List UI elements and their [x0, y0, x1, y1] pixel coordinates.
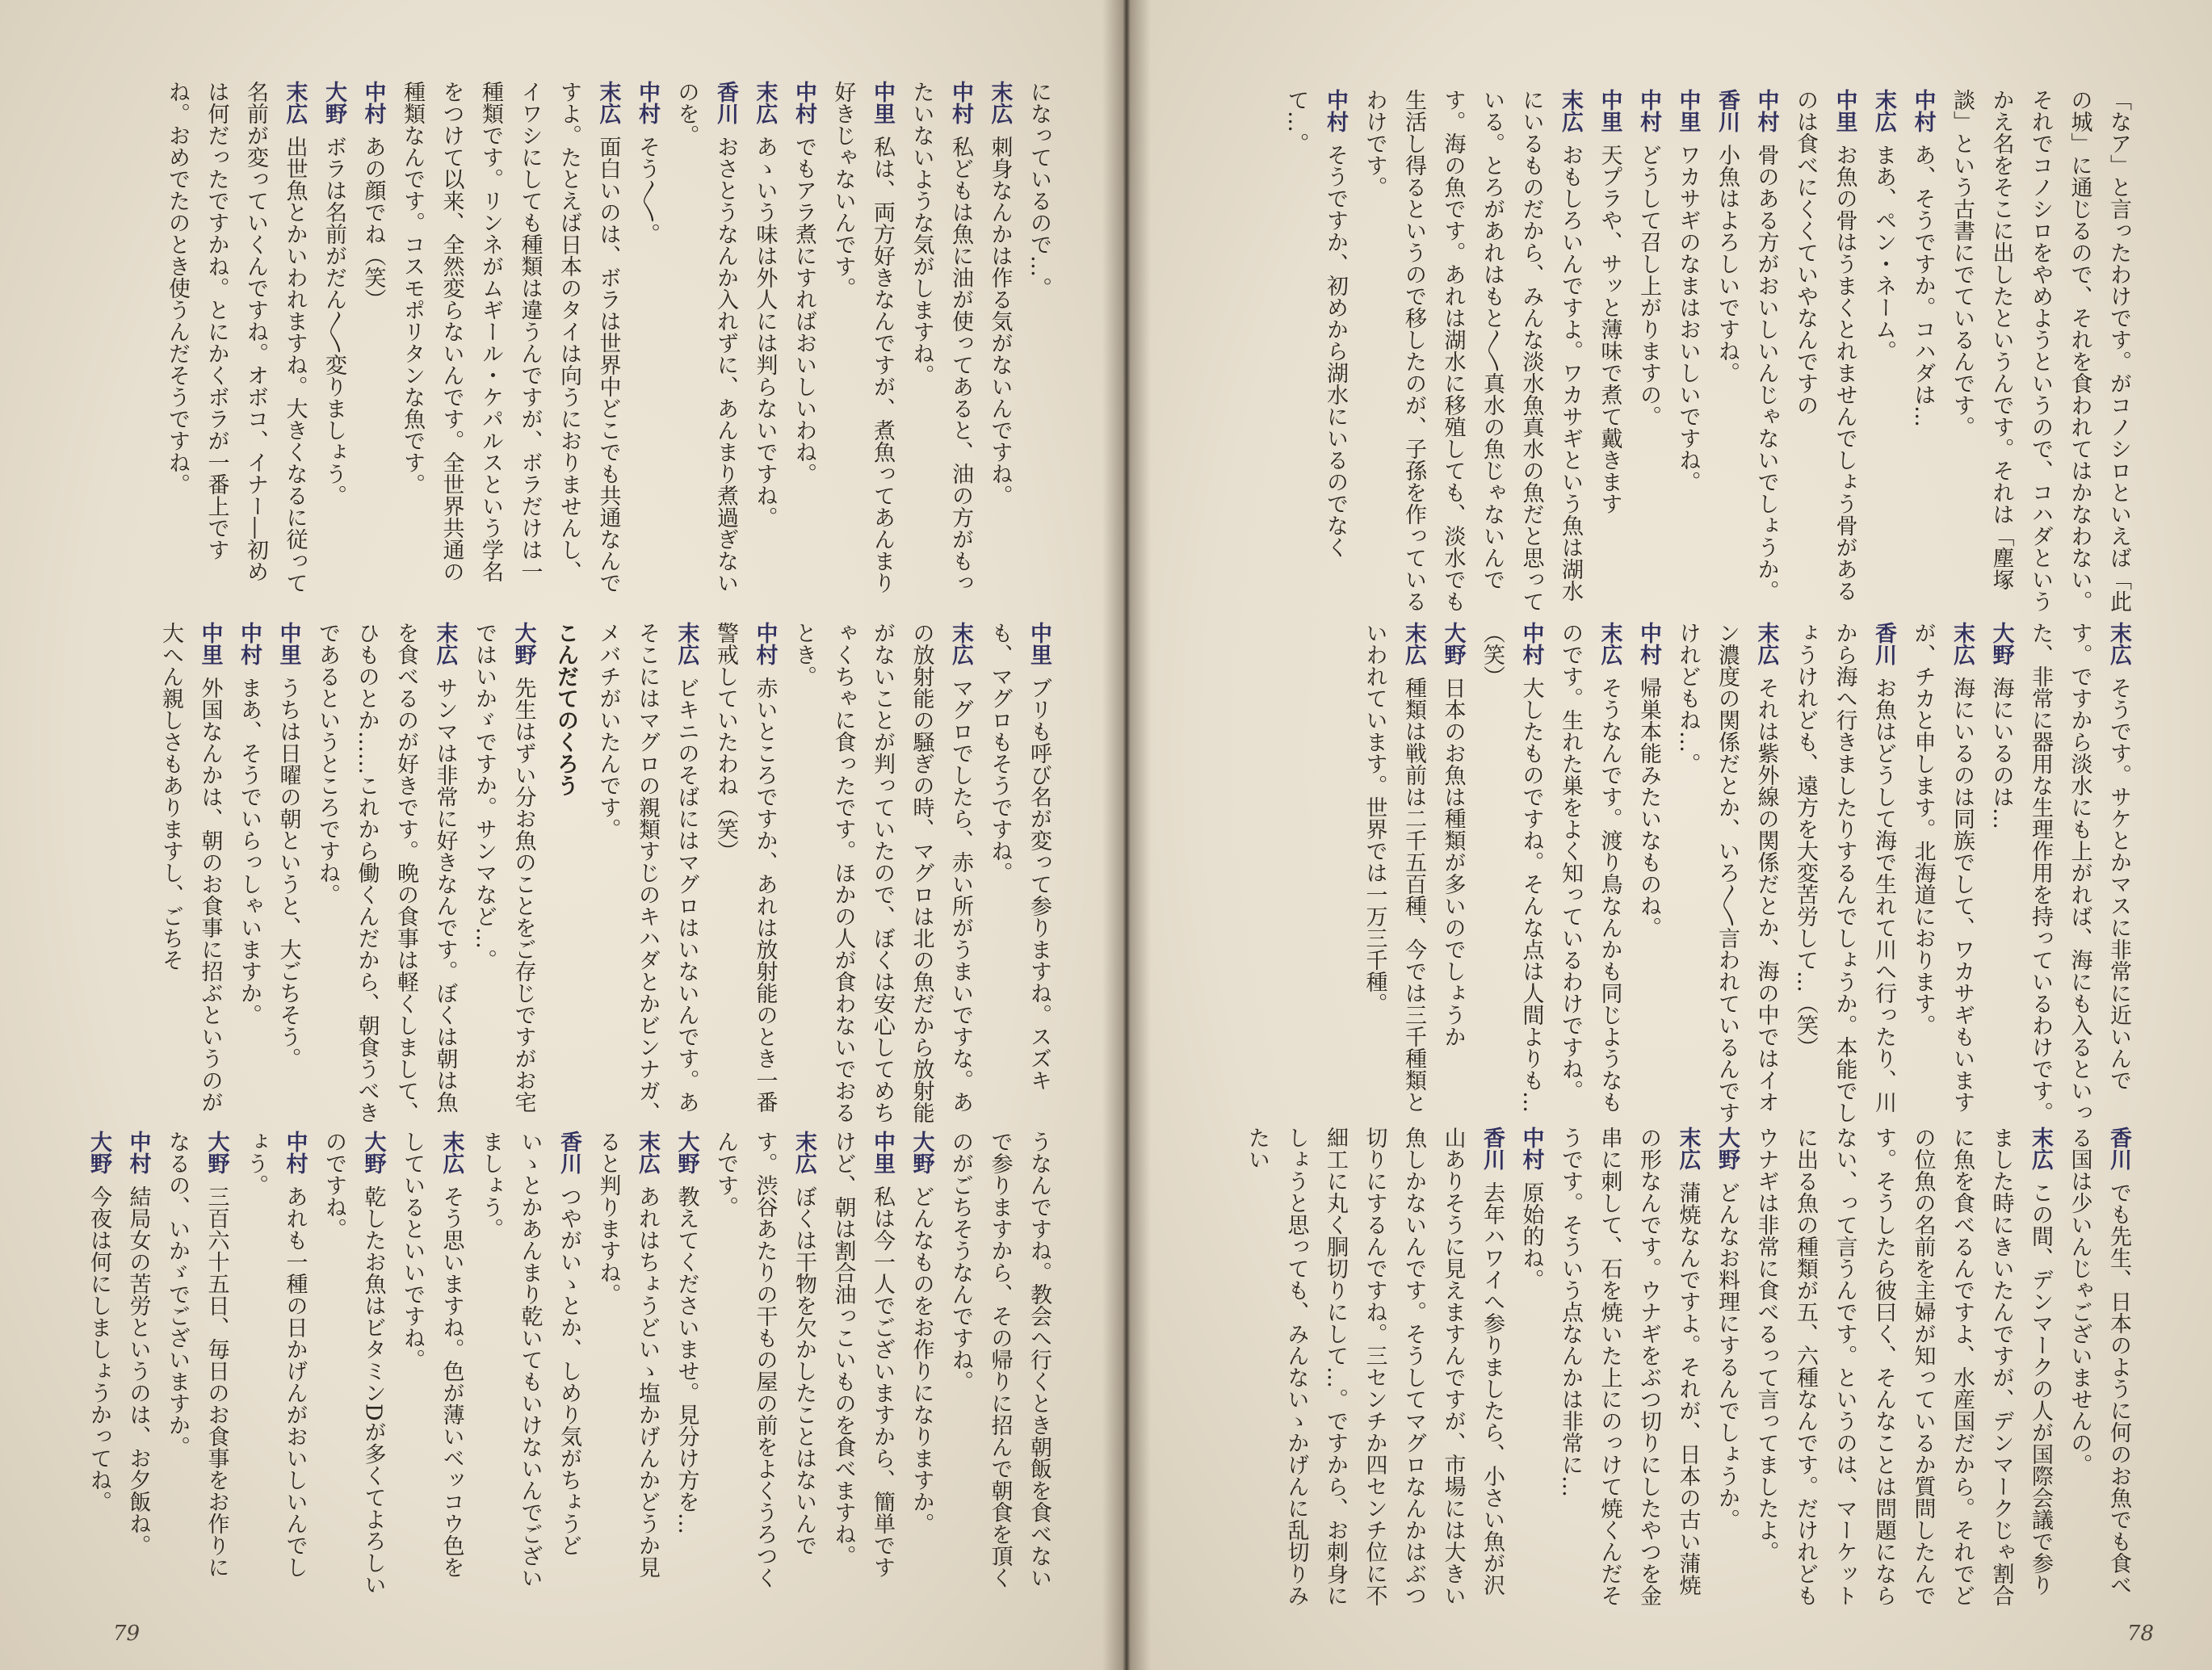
- right-tier-1: [1276, 89, 2138, 614]
- dialogue-line: [1746, 89, 1786, 614]
- speaker-name: 香川: [556, 1131, 581, 1174]
- dialogue-text: それは紫外線の関係だとか、海の中ではイオン濃度の関係だとか、いろ〳〵言われているんですけれどもね…。: [1675, 622, 1779, 1123]
- right-page: [1123, 0, 2212, 1670]
- speaker-name: 大野: [1988, 622, 2014, 665]
- dialogue-line: [471, 1131, 589, 1599]
- left-tier-2: [151, 622, 1059, 1131]
- dialogue-line: [1433, 622, 1472, 1131]
- dialogue-line: [666, 1131, 706, 1599]
- dialogue-line: [1354, 89, 1589, 614]
- speaker-name: 中里: [870, 81, 895, 124]
- speaker-name: 中村: [635, 81, 660, 124]
- dialogue-line: [1551, 622, 1629, 1131]
- speaker-name: 香川: [1715, 89, 1740, 132]
- dialogue-text: ビキニのそばにはマグロはいないんです。あそこにはマグロの親類すじのキハダとかビンナガ、メバチがいたんです。: [595, 622, 699, 1123]
- speaker-name: 中村: [282, 1131, 308, 1174]
- dialogue-text: あれはちょうどいゝ塩かげんかどうか見ると判りますね。: [595, 1131, 660, 1578]
- dialogue-text: そう思いますね。色が薄いベッコウ色をしているといいですね。: [400, 1131, 464, 1578]
- dialogue-text: おさとうなんか入れずに、あんまり煮過ぎないのを。: [674, 81, 738, 594]
- dialogue-text: 海にいるのは…: [1988, 677, 2014, 829]
- speaker-name: 中村: [1636, 89, 1661, 132]
- section-heading: [543, 622, 589, 1131]
- dialogue-text: 刺身なんかは作る気がないんですね。: [987, 136, 1013, 506]
- dialogue-text: お魚の骨はうまくとれませんでしょう骨があるのは食べにくくていやなんですの: [1793, 89, 1857, 602]
- dialogue-line: [2021, 622, 2139, 1131]
- dialogue-text: 種類は戦前は二千五百種、今では三千種類といわれています。世界では一万三千種。: [1362, 622, 1426, 1113]
- dialogue-text: 私どもは魚に油が使ってあると、油の方がもったいないような気がしますね。: [909, 81, 973, 594]
- dialogue-line: [1629, 622, 1668, 1131]
- speaker-name: 末広: [1558, 89, 1583, 132]
- speaker-name: 中里: [275, 622, 301, 665]
- page-number-right: 78: [2126, 1622, 2154, 1646]
- speaker-name: 大野: [321, 81, 346, 124]
- speaker-name: 中里: [1832, 89, 1857, 132]
- dialogue-text: 私は、両方好きなんですが、煮魚ってあんまり好きじゃないんです。: [830, 81, 895, 594]
- dialogue-line: [268, 622, 308, 1131]
- speaker-name: 中里: [1026, 622, 1051, 665]
- speaker-name: 末広: [1950, 622, 1975, 665]
- speaker-name: 大野: [204, 1131, 229, 1174]
- dialogue-line: [392, 1131, 471, 1599]
- dialogue-text: 三百六十五日、毎日のお食事をお作りになるの、いかゞでございますか。: [165, 1131, 229, 1578]
- dialogue-text: 小魚はよろしいですね。: [1715, 144, 1740, 384]
- dialogue-line: [588, 622, 706, 1131]
- dialogue-line: [1786, 622, 1903, 1131]
- dialogue-text: 骨のある方がおいしいんじゃないでしょうか。: [1753, 144, 1779, 602]
- dialogue-line: [464, 622, 543, 1131]
- speaker-name: 中村: [125, 1131, 151, 1174]
- dialogue-line: [1903, 89, 1942, 614]
- speaker-name: 香川: [713, 81, 738, 124]
- speaker-name: 末広: [1753, 622, 1779, 665]
- dialogue-text: 蒲焼なんですよ。それが、日本の古い蒲焼の形なんです。ウナギをぶつ切りにしたやつを金串に刺して、石を焼いた上にのっけて焼くんだそうです。そういう点なんかは非常に…: [1558, 1127, 1701, 1606]
- dialogue-text: 乾したお魚はビタミンDが多くてよろしいのですね。: [321, 1131, 386, 1596]
- dialogue-line: [1903, 622, 1981, 1131]
- dialogue-line: [1589, 89, 1629, 614]
- dialogue-line: [236, 1131, 314, 1599]
- dialogue-text: ボラは名前がだん〳〵変りましょう。: [321, 136, 346, 506]
- dialogue-text: 面白いのは、ボラは世界中どこでも共通なんですよ。たとえば日本のタイは向うにおりませんし、イワシにしても種類は違うんですが、ボラだけは一種類です。リンネがムギール・ケパルスという学名をつけて以来、全然変らないんです。全世界共通の種類なんです。コスモポリタンな魚です。: [400, 81, 621, 594]
- dialogue-text: 先生はずい分お魚のことをご存じですがお宅ではいかゞですか。サンマなど…。: [472, 622, 536, 1113]
- dialogue-line: [901, 1131, 941, 1599]
- dialogue-text: マグロでしたら、赤い所がうまいですな。あの放射能の騒ぎの時、マグロは北の魚だから放射能がないことが判っていたので、ぼくは安心してめちゃくちゃに食ったです。ほかの人が食わないでおるとき。: [791, 622, 973, 1123]
- speaker-name: 末広: [432, 622, 458, 665]
- section-heading-text: こんだてのくろう: [553, 622, 578, 796]
- dialogue-text: そうですか、初めから湖水にいるのでなくて…。: [1283, 89, 1348, 558]
- speaker-name: 大野: [674, 1131, 699, 1174]
- dialogue-line: [1786, 89, 1864, 614]
- speaker-name: 末広: [1675, 1127, 1701, 1170]
- dialogue-text: あ、そうですか。コハダは…: [1910, 144, 1936, 427]
- speaker-name: 末広: [282, 81, 308, 124]
- speaker-name: 中里: [870, 1131, 895, 1174]
- book-gutter: [1102, 0, 1151, 1670]
- left-tier-1: [157, 81, 1059, 598]
- dialogue-line: [1746, 1127, 2059, 1611]
- dialogue-line: [706, 622, 784, 1131]
- dialogue-text: 出世魚とかいわれますね。大きくなるに従って名前が変っていくんですね。オボコ、イナー―初めは何だったですかね。とにかくボラが一番上ですね。おめでたのとき使うんだそうですね。: [165, 81, 308, 594]
- speaker-name: 中村: [948, 81, 973, 124]
- speaker-name: 末広: [2106, 622, 2131, 665]
- speaker-name: 末広: [439, 1131, 464, 1174]
- dialogue-text: おもしろいんですよ。ワカサギという魚は湖水にいるものだから、みんな淡水魚真水の魚だと思っている。とろがあれはもと〳〵真水の魚じゃないんです。海の魚です。あれは湖水に移殖しても、淡水でも生活し得るというので移したのが、子孫を作っているわけです。: [1362, 89, 1583, 612]
- dialogue-line: [151, 622, 229, 1131]
- dialogue-text: でも先生、日本のように何のお魚でも食べる国は少いんじゃございませんの。: [2067, 1127, 2131, 1596]
- speaker-name: 大野: [510, 622, 536, 665]
- speaker-name: 中村: [1910, 89, 1936, 132]
- dialogue-line: [157, 1131, 236, 1599]
- dialogue-line: [2059, 1127, 2138, 1611]
- dialogue-line: [784, 81, 824, 598]
- dialogue-line: [1864, 89, 1903, 614]
- dialogue-text: どんなお料理にするんでしょうか。: [1715, 1181, 1740, 1530]
- speaker-name: 中里: [1597, 89, 1622, 132]
- speaker-name: 大野: [1715, 1127, 1740, 1170]
- dialogue-text: でもアラ煮にすればおいしいわね。: [791, 136, 816, 485]
- speaker-name: 末広: [595, 81, 621, 124]
- dialogue-line: [628, 81, 667, 598]
- dialogue-line: [745, 81, 784, 598]
- speaker-name: 中里: [1675, 89, 1701, 132]
- dialogue-line: [1668, 622, 1786, 1131]
- dialogue-text: 外国なんかは、朝のお食事に招ぶというのが大へん親しさもありますし、ごちそ: [158, 622, 223, 1113]
- dialogue-line: [1942, 89, 2139, 614]
- speaker-name: 中村: [1636, 622, 1661, 665]
- dialogue-line: [980, 622, 1058, 1131]
- dialogue-text: あゝいう味は外人には判らないですね。: [752, 136, 778, 528]
- speaker-name: 末広: [1401, 622, 1426, 665]
- dialogue-line: [1472, 622, 1551, 1131]
- speaker-name: 大野: [86, 1131, 111, 1174]
- dialogue-line: [1707, 89, 1747, 614]
- dialogue-line: [588, 1131, 666, 1599]
- dialogue-text: 帰巣本能みたいなものね。: [1636, 677, 1661, 938]
- right-tier-3: [1237, 1127, 2139, 1611]
- dialogue-text: 日本のお魚は種類が多いのでしょうか: [1440, 677, 1466, 1047]
- dialogue-line: [706, 1131, 824, 1599]
- speaker-name: 末広: [791, 1131, 816, 1174]
- speaker-name: 中村: [1518, 622, 1544, 665]
- dialogue-line: [1276, 89, 1354, 614]
- speaker-name: 中村: [237, 622, 262, 665]
- speaker-name: 末広: [1871, 89, 1896, 132]
- dialogue-text: 私は今一人でございますから、簡単ですけど、朝は割合油っこいものを食べますね。: [830, 1131, 895, 1578]
- speaker-name: 中里: [197, 622, 223, 665]
- dialogue-text: つやがいゝとか、しめり気がちょうどいゝとかあんまり乾いてもいけないんでございましょう。: [478, 1131, 581, 1588]
- dialogue-text: 去年ハワイへ参りましたら、小さい魚が沢山ありそうに見えますんですが、市場には大きい魚しかないんです。そうしてマグロなんかはぶつ切りにするんですね。三センチか四センチ位に不細工に丸く胴切りにして…。ですから、お刺身にしょうと思っても、みんないゝかげんに乱切りみたい: [1245, 1127, 1505, 1606]
- dialogue-line: [823, 1131, 901, 1599]
- speaker-name: 末広: [635, 1131, 660, 1174]
- speaker-name: 香川: [2106, 1127, 2131, 1170]
- dialogue-line: [353, 81, 392, 598]
- dialogue-line: [314, 81, 354, 598]
- dialogue-text: そうです。サケとかマスに非常に近いんです。ですから淡水にも上がれば、海にも入るといった、非常に器用な生理作用を持っているわけです。: [2028, 622, 2131, 1123]
- speaker-name: 中村: [752, 622, 778, 665]
- dialogue-line: [901, 81, 980, 598]
- dialogue-text: お魚はどうして海で生れて川へ行ったり、川から海へ行きましたりするんでしょうか。本能でしょうけれども、遠方を大変苦労して…（笑）: [1793, 622, 1896, 1123]
- dialogue-text: うなんですね。教会へ行くとき朝飯を食べないで参りますから、その帰りに招んで朝食を頂くのがごちそうなんですね。: [948, 1131, 1051, 1588]
- dialogue-text: まあ、ペン・ネーム。: [1871, 144, 1896, 362]
- dialogue-line: [941, 1131, 1059, 1599]
- speaker-name: 末広: [948, 622, 973, 665]
- left-tier-3: [79, 1131, 1059, 1599]
- dialogue-line: [1551, 1127, 1707, 1611]
- dialogue-text: あれも一種の日かげんがおいしいんでしょう。: [243, 1131, 308, 1578]
- dialogue-line: [1707, 1127, 1747, 1611]
- dialogue-line: [308, 622, 464, 1131]
- speaker-name: 大野: [360, 1131, 386, 1174]
- speaker-name: 中村: [1518, 1127, 1544, 1170]
- dialogue-line: [392, 81, 628, 598]
- speaker-name: 大野: [1440, 622, 1466, 665]
- dialogue-text: どんなものをお作りになりますか。: [909, 1185, 934, 1534]
- dialogue-text: うちは日曜の朝というと、大ごちそう。: [275, 677, 301, 1069]
- speaker-name: 中村: [1753, 89, 1779, 132]
- dialogue-line: [79, 1131, 119, 1599]
- dialogue-text: まあ、そうでいらっしゃいますか。: [237, 677, 262, 1026]
- dialogue-line: [1668, 89, 1707, 614]
- speaker-name: 中村: [1323, 89, 1348, 132]
- dialogue-text: 結局女の苦労というのは、お夕飯ね。: [125, 1185, 151, 1556]
- dialogue-line: [157, 81, 314, 598]
- speaker-name: 中村: [791, 81, 816, 124]
- speaker-name: 末広: [674, 622, 699, 665]
- dialogue-text: どうして召し上がりますの。: [1636, 144, 1661, 427]
- dialogue-text: になっているので…。: [1026, 81, 1051, 299]
- speaker-name: 大野: [909, 1131, 934, 1174]
- dialogue-line: [666, 81, 745, 598]
- dialogue-text: ぼくは干物を欠かしたことはないんです。渋谷あたりの干もの屋の前をよくうろつくんです。: [713, 1131, 816, 1588]
- dialogue-line: [1629, 89, 1668, 614]
- dialogue-line: [1354, 622, 1433, 1131]
- dialogue-line: [1981, 622, 2021, 1131]
- dialogue-line: [823, 81, 901, 598]
- dialogue-text: あの顔でね（笑）: [360, 136, 386, 310]
- dialogue-text: ブリも呼び名が変って参りますね。スズキも、マグロもそうですね。: [987, 622, 1051, 1091]
- dialogue-text: 「なア」と言ったわけです。がコノシロといえば「此の城」に通じるので、それを食われてはかなわない。それでコノシロをやめようというので、コハダというかえ名をそこに出したというんです。それは「塵塚談」という古書にでているんです。: [1950, 89, 2131, 612]
- dialogue-text: 赤いところですか、あれは放射能のとき一番警戒していたわね（笑）: [713, 622, 778, 1113]
- dialogue-line: [784, 622, 980, 1131]
- dialogue-line: [980, 81, 1019, 598]
- dialogue-text: 大したものですね。そんな点は人間よりも…（笑）: [1480, 622, 1544, 1113]
- dialogue-line: [314, 1131, 392, 1599]
- dialogue-text: ワカサギのなまはおいしいですね。: [1675, 144, 1701, 493]
- speaker-name: 末広: [2028, 1127, 2053, 1170]
- dialogue-text: 天プラや、サッと薄味で煮て戴きます: [1597, 144, 1622, 514]
- speaker-name: 中村: [360, 81, 386, 124]
- dialogue-text: そうなんです。渡り鳥なんかも同じようなものです。生れた巣をよく知っているわけですね。: [1558, 622, 1622, 1113]
- dialogue-text: 海にいるのは同族でして、ワカサギもいますが、チカと申します。北海道におります。: [1910, 622, 1975, 1113]
- dialogue-text: サンマは非常に好きなんです。ぼくは朝は魚を食べるのが好きです。晩の食事は軽くしまして、ひものとか……これから働くんだから、朝食うべきであるというところですね。: [315, 622, 458, 1123]
- dialogue-text: そう〳〵。: [635, 136, 660, 245]
- page-number-left: 79: [113, 1622, 141, 1646]
- dialogue-line: [1019, 81, 1059, 598]
- speaker-name: 末広: [752, 81, 778, 124]
- speaker-name: 末広: [1597, 622, 1622, 665]
- speaker-name: 香川: [1871, 622, 1896, 665]
- dialogue-line: [1237, 1127, 1512, 1611]
- dialogue-text: 原始的ね。: [1518, 1181, 1544, 1290]
- dialogue-line: [229, 622, 269, 1131]
- dialogue-line: [1511, 1127, 1551, 1611]
- dialogue-text: この間、デンマークの人が国際会議で参りました時にきいたんですが、デンマークじゃ割合に魚を食べるんですよ、水産国だから。それでどの位魚の名前を主婦が知っているか質問したんです。そうしたら彼曰く、そんなことは問題にならない、って言うんです。というのは、マーケットに出る魚の種類が五、六種なんです。だけれどもウナギは非常に食べるって言ってましたよ。: [1753, 1127, 2053, 1606]
- dialogue-line: [118, 1131, 157, 1599]
- speaker-name: 末広: [987, 81, 1013, 124]
- dialogue-text: 今夜は何にしましょうかってね。: [86, 1185, 111, 1513]
- speaker-name: 香川: [1480, 1127, 1505, 1170]
- dialogue-text: 教えてくださいませ。見分け方を…: [674, 1185, 699, 1534]
- right-tier-2: [1354, 622, 2138, 1131]
